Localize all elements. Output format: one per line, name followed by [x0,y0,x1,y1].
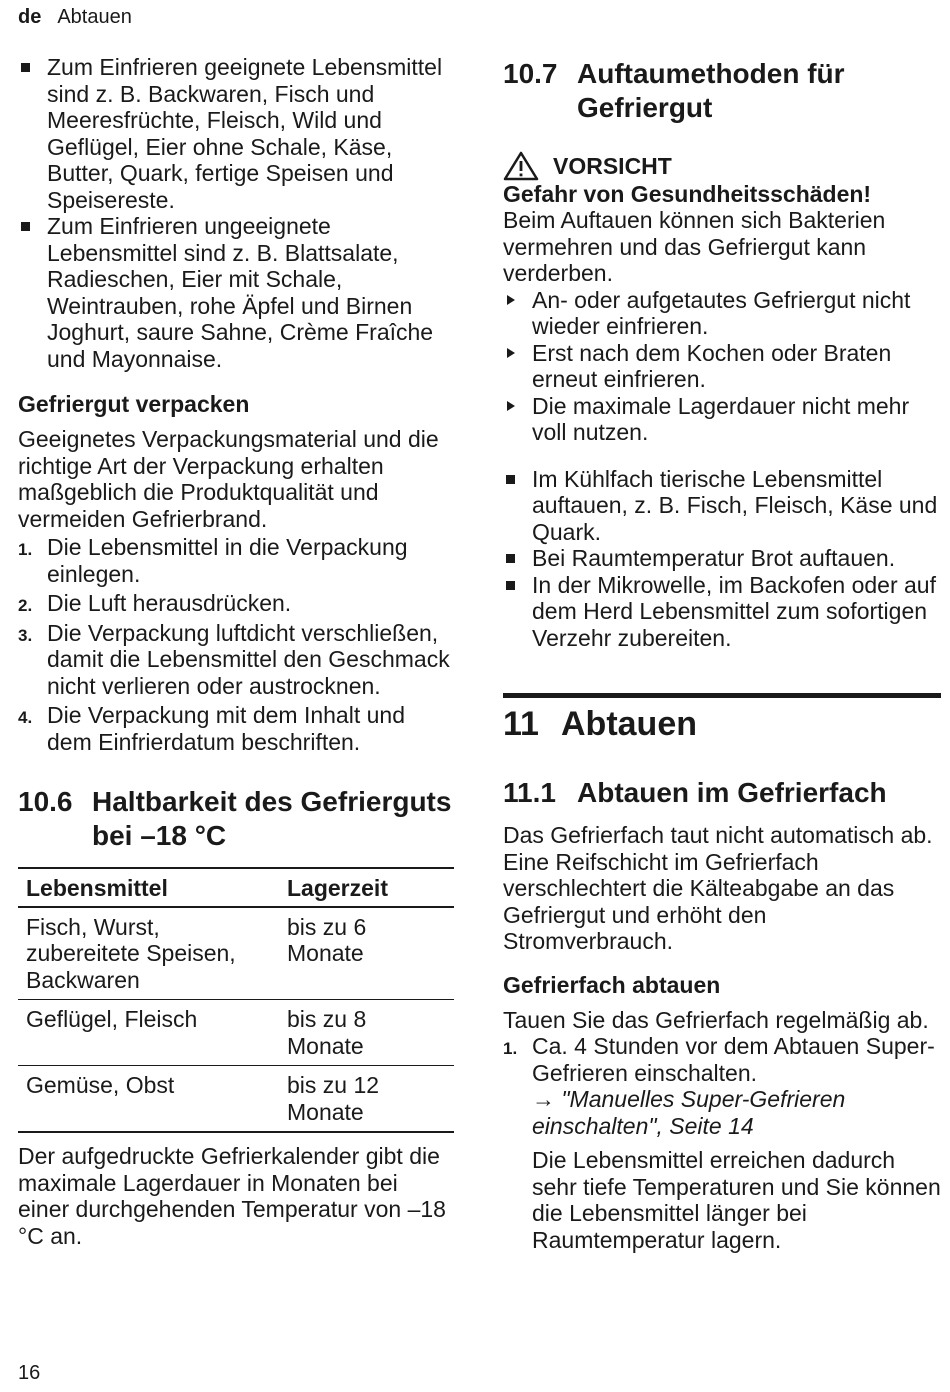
list-item: Im Kühlfach tierische Lebensmittel auftauen, z. B. Fisch, Fleisch, Käse und Quark. [503,466,941,546]
thaw-bullet-list [503,466,941,652]
warning-action-list [503,287,941,446]
defrost-result: Die Lebensmittel erreichen dadurch sehr tiefe Temperaturen und Sie können die Lebensmittel länger bei Raumtemperatur lagern. [532,1147,941,1253]
warning-subtitle: Gefahr von Gesundheitsschäden! [503,181,872,207]
left-column [18,54,454,1249]
intro-bullet-list [18,54,454,372]
right-column [503,54,941,1253]
square-bullet-icon [21,222,30,231]
square-bullet-icon [506,475,515,484]
warning-text: Beim Auftauen können sich Bakterien vermehren und das Gefriergut kann verderben. [503,207,886,286]
list-item: 4. Die Verpackung mit dem Inhalt und dem Einfrierdatum beschriften. [18,702,405,755]
arrow-bullet-icon [507,295,515,305]
list-item: 1. Die Lebensmittel in die Verpackung einlegen. [18,534,408,587]
cross-reference-link[interactable]: → "Manuelles Super-Gefrieren einschalten", Seite 14 [532,1086,846,1139]
storage-table [18,867,454,1133]
list-item: An- oder aufgetautes Gefriergut nicht wieder einfrieren. [503,287,941,340]
chapter-11-heading: 11 Abtauen [503,705,697,743]
table-row: Gemüse, Obst bis zu 12 Monate [18,1066,454,1133]
list-item: Die maximale Lagerdauer nicht mehr voll nutzen. [503,393,941,446]
list-item: In der Mikrowelle, im Backofen oder auf dem Herd Lebensmittel zum sofortigen Verzehr zubereiten. [503,572,941,652]
table-row: Geflügel, Fleisch bis zu 8 Monate [18,1000,454,1066]
square-bullet-icon [21,63,30,72]
list-item: Erst nach dem Kochen oder Braten erneut einfrieren. [503,340,941,393]
square-bullet-icon [506,554,515,563]
list-item: Zum Einfrieren ungeeignete Lebensmittel sind z. B. Blattsalate, Radieschen, Eier mit Schale, Weintrauben, rohe Äpfel und Birnen Joghurt, saure Sahne, Crème Fraîche und Mayonnaise. [18,213,454,372]
packing-text: Geeignetes Verpackungsmaterial und die richtige Art der Verpackung erhalten maßgeblich die Produktqualität und vermeiden Gefrierbrand. [18,426,439,532]
packing-steps [18,534,454,755]
column-header-storage-time: Lagerzeit [279,868,454,907]
defrost-heading: Gefrierfach abtauen [503,971,721,998]
page-header [18,6,132,29]
table-header-row [18,868,454,907]
section-11-1-heading: 11.1 Abtauen im Gefrierfach [503,777,887,808]
list-item: 1. Ca. 4 Stunden vor dem Abtauen Super-Gefrieren einschalten. [503,1033,935,1086]
list-item: Zum Einfrieren geeignete Lebensmittel sind z. B. Backwaren, Fisch und Meeresfrüchte, Fleisch, Wild und Geflügel, Eier ohne Schale, Käse, Butter, Quark, fertige Speisen und Speisereste. [18,54,454,213]
language-code: de [18,6,42,28]
chapter-divider [503,693,941,698]
warning-header [503,151,941,181]
list-item: 3. Die Verpackung luftdicht verschließen, damit die Lebensmittel den Geschmack nicht verlieren oder austrocknen. [18,619,450,699]
section-10-6-heading: 10.6 Haltbarkeit des Gefrierguts bei –18 °C [18,786,452,851]
table-row: Fisch, Wurst, zubereitete Speisen, Backwaren bis zu 6 Monate [18,907,454,1000]
column-header-food: Lebensmittel [18,868,279,907]
arrow-bullet-icon [507,401,515,411]
square-bullet-icon [506,581,515,590]
section-10-7-heading: 10.7 Auftaumethoden für Gefriergut [503,58,845,123]
header-section-title: Abtauen [57,6,132,28]
defrost-steps [503,1033,941,1086]
arrow-bullet-icon [507,348,515,358]
calendar-text: Der aufgedruckte Gefrierkalender gibt die maximale Lagerdauer in Monaten bei einer durchgehenden Temperatur von –18 °C an. [18,1143,446,1249]
warning-triangle-icon [503,151,539,181]
warning-label: VORSICHT [553,153,672,179]
defrost-intro: Das Gefrierfach taut nicht automatisch ab. Eine Reifschicht im Gefrierfach verschlechtert die Kälteabgabe an das Gefriergut und erhöht den Stromverbrauch. [503,822,933,954]
defrost-text: Tauen Sie das Gefrierfach regelmäßig ab. [503,1006,929,1033]
page-number: 16 [18,1362,41,1384]
list-item: 2. Die Luft herausdrücken. [18,590,292,616]
packing-heading: Gefriergut verpacken [18,391,250,417]
list-item: Bei Raumtemperatur Brot auftauen. [503,545,941,572]
